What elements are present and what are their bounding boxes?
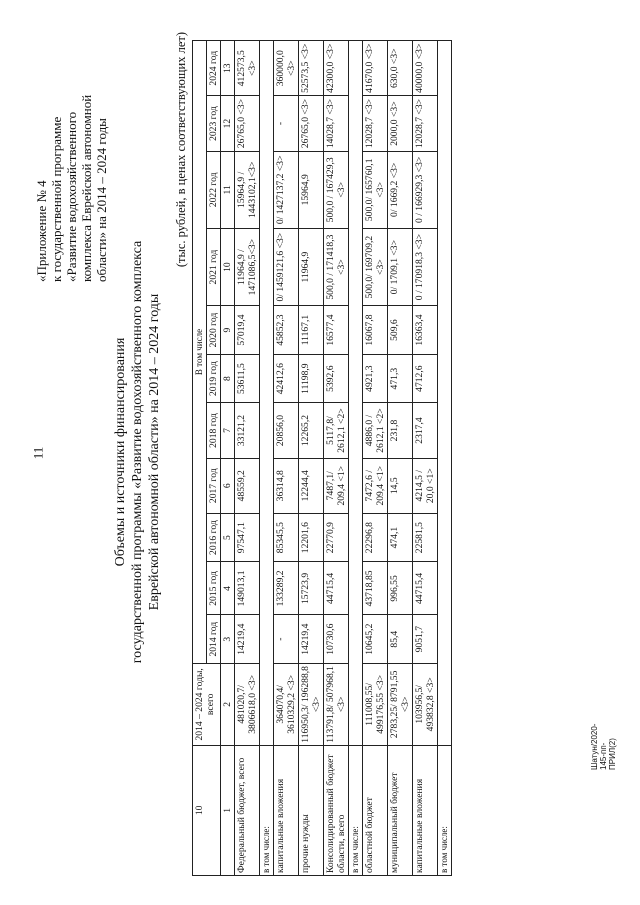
- table-cell: 630,0 <3>: [388, 41, 413, 96]
- table-cell: 42300,0 <3>: [324, 41, 349, 96]
- table-cell: 43718,85: [363, 562, 388, 615]
- row-label: в том числе:: [349, 745, 363, 875]
- header-year: 2023 год: [207, 96, 221, 151]
- table-cell: 97547,1: [235, 513, 260, 562]
- empty-cell: [260, 41, 274, 746]
- header-year: 2021 год: [207, 228, 221, 305]
- column-number: 7: [221, 403, 235, 458]
- table-cell: 44715,4: [413, 562, 438, 615]
- table-cell: 10645,2: [363, 615, 388, 664]
- row-label: Федеральный бюджет, всего: [235, 745, 260, 875]
- header-total: 2014 – 2024 годы, всего: [193, 663, 221, 745]
- column-number: 8: [221, 354, 235, 403]
- table-cell: 85,4: [388, 615, 413, 664]
- row-label: в том числе:: [260, 745, 274, 875]
- header-year: 2024 год: [207, 41, 221, 96]
- table-cell: 15723,9: [299, 562, 324, 615]
- table-cell: 412573,5 <3>: [235, 41, 260, 96]
- table-cell: 7472,6 / 209,4 <1>: [363, 458, 388, 513]
- title-line: Еврейской автономной области» на 2014 – 2024 годы: [147, 293, 162, 611]
- table-cell: 12265,2: [299, 403, 324, 458]
- table-cell: 116950,3/ 196288,8 <3>: [299, 663, 324, 745]
- header-year: 2015 год: [207, 562, 221, 615]
- table-cell: 4921,3: [363, 354, 388, 403]
- table-row: [438, 41, 452, 876]
- header-year: 2022 год: [207, 151, 221, 228]
- appendix-line: области» на 2014 – 2024 годы: [94, 118, 109, 282]
- appendix-line: «Приложение № 4: [34, 180, 49, 282]
- empty-cell: [438, 41, 452, 746]
- table-cell: 16363,4: [413, 306, 438, 355]
- table-cell: 40000,0 <3>: [413, 41, 438, 96]
- table-cell: 7487,1/ 209,4 <1>: [324, 458, 349, 513]
- row-label: областной бюджет: [363, 745, 388, 875]
- column-number: 5: [221, 513, 235, 562]
- rotated-page: [20, 22, 620, 882]
- table-cell: 474,1: [388, 513, 413, 562]
- table-cell: 33121,2: [235, 403, 260, 458]
- table-cell: 44715,4: [324, 562, 349, 615]
- row-label: муниципальный бюджет: [388, 745, 413, 875]
- scan-identifier: Шатун/2020-145-пп-ПРИЛ(2): [590, 723, 617, 770]
- column-number: 10: [221, 228, 235, 305]
- table-cell: 14219,4: [235, 615, 260, 664]
- table-cell: 22770,9: [324, 513, 349, 562]
- column-number: 1: [221, 745, 235, 875]
- table-cell: 20856,0: [274, 403, 299, 458]
- header-year: 2016 год: [207, 513, 221, 562]
- table-cell: 11964,9 / 1471086,5<3>: [235, 228, 260, 305]
- appendix-line: комплекса Еврейской автономной: [79, 94, 94, 282]
- header-year: 2020 год: [207, 306, 221, 355]
- table-cell: 12244,4: [299, 458, 324, 513]
- table-cell: 0/ 1459121,6 <3>: [274, 228, 299, 305]
- table-cell: 360000,0 <3>: [274, 41, 299, 96]
- table-cell: 52573,5 <3>: [299, 41, 324, 96]
- header-col1: 10: [193, 745, 221, 875]
- table-cell: 41670,0 <3>: [363, 41, 388, 96]
- appendix-line: к государственной программе: [49, 116, 64, 282]
- table-cell: 26765,0 <3>: [299, 96, 324, 151]
- header-year: 2014 год: [207, 615, 221, 664]
- table-cell: 4886,0 / 2612,1 <2>: [363, 403, 388, 458]
- table-cell: 481020,7/ 3806618,0 <3>: [235, 663, 260, 745]
- table-cell: 16067,8: [363, 306, 388, 355]
- column-number: 6: [221, 458, 235, 513]
- table-cell: 22581,5: [413, 513, 438, 562]
- table-body: [235, 41, 452, 876]
- table-cell: 14,5: [388, 458, 413, 513]
- table-cell: 36314,8: [274, 458, 299, 513]
- table-cell: 2783,25/ 8791,55 <3>: [388, 663, 413, 745]
- table-cell: 45852,3: [274, 306, 299, 355]
- column-number-row: [221, 41, 235, 876]
- table-cell: 26765,0 <3>: [235, 96, 260, 151]
- table-row: [235, 41, 260, 876]
- table-cell: 85345,5: [274, 513, 299, 562]
- column-number: 13: [221, 41, 235, 96]
- appendix-header: [34, 32, 109, 282]
- row-label: капитальные вложения: [274, 745, 299, 875]
- table-cell: 10730,6: [324, 615, 349, 664]
- table-cell: 111008,55/ 499176,55 <3>: [363, 663, 388, 745]
- table-row: [324, 41, 349, 876]
- header-year: 2018 год: [207, 403, 221, 458]
- table-cell: 0 / 166929,3 <3>: [413, 151, 438, 228]
- table-cell: 500,0 / 167429,3 <3>: [324, 151, 349, 228]
- empty-cell: [349, 41, 363, 746]
- table-cell: 4712,6: [413, 354, 438, 403]
- table-cell: 53611,5: [235, 354, 260, 403]
- table-cell: 2000,0 <3>: [388, 96, 413, 151]
- unit-note: (тыс. рублей, в ценах соответствующих лет): [174, 32, 188, 268]
- table-cell: 5117,8/ 2612,1 <2>: [324, 403, 349, 458]
- header-in-total: В том числе: [193, 41, 207, 664]
- table-cell: 149013,1: [235, 562, 260, 615]
- row-label: прочие нужды: [299, 745, 324, 875]
- table-cell: 14028,7 <3>: [324, 96, 349, 151]
- table-cell: 15964,9 / 1443102,1<3>: [235, 151, 260, 228]
- table-cell: 48559,2: [235, 458, 260, 513]
- table-cell: 2317,4: [413, 403, 438, 458]
- title-line: Объемы и источники финансирования: [113, 337, 128, 567]
- table-row: [349, 41, 363, 876]
- column-number: 4: [221, 562, 235, 615]
- row-label: в том числе:: [438, 745, 452, 875]
- table-cell: 12028,7 <3>: [413, 96, 438, 151]
- table-cell: 500,0 / 171418,3 <3>: [324, 228, 349, 305]
- table-row: [274, 41, 299, 876]
- table-cell: 500,0/ 169709,2 <3>: [363, 228, 388, 305]
- table-cell: 0/ 1709,1 <3>: [388, 228, 413, 305]
- table-cell: 133289,2: [274, 562, 299, 615]
- table-cell: 231,8: [388, 403, 413, 458]
- table-cell: 500,0/ 165760,1 <3>: [363, 151, 388, 228]
- financing-table: [192, 40, 452, 876]
- table-cell: 9051,7: [413, 615, 438, 664]
- table-row: [260, 41, 274, 876]
- table-row: [299, 41, 324, 876]
- table-row: [363, 41, 388, 876]
- table-cell: 12028,7 <3>: [363, 96, 388, 151]
- table-cell: 364070,4/ 3610329,2 <3>: [274, 663, 299, 745]
- table-cell: 0/ 1427137,2 <3>: [274, 151, 299, 228]
- table-cell: 103956,5/ 493832,8 <3>: [413, 663, 438, 745]
- table-cell: 16577,4: [324, 306, 349, 355]
- table-cell: 11167,1: [299, 306, 324, 355]
- table-cell: 0/ 1669,2 <3>: [388, 151, 413, 228]
- document-title: [112, 22, 163, 882]
- header-year: 2019 год: [207, 354, 221, 403]
- page-number: 11: [30, 446, 46, 460]
- header-year: 2017 год: [207, 458, 221, 513]
- table-cell: 15964,9: [299, 151, 324, 228]
- table-row: [413, 41, 438, 876]
- row-label: Консолидированный бюджет области, всего: [324, 745, 349, 875]
- table-cell: 5392,6: [324, 354, 349, 403]
- table-cell: 42412,6: [274, 354, 299, 403]
- table-cell: 12201,6: [299, 513, 324, 562]
- table-cell: -: [274, 615, 299, 664]
- table-cell: 509,6: [388, 306, 413, 355]
- row-label: капитальные вложения: [413, 745, 438, 875]
- table-cell: 22296,8: [363, 513, 388, 562]
- title-line: государственной программы «Развитие водохозяйственного комплекса: [130, 240, 145, 664]
- table-cell: 4214,5 / 20,0 <1>: [413, 458, 438, 513]
- table-cell: 996,55: [388, 562, 413, 615]
- column-number: 12: [221, 96, 235, 151]
- column-number: 9: [221, 306, 235, 355]
- table-cell: 11964,9: [299, 228, 324, 305]
- table-cell: 57019,4: [235, 306, 260, 355]
- table-cell: -: [274, 96, 299, 151]
- table-row: [388, 41, 413, 876]
- table-cell: 14219,4: [299, 615, 324, 664]
- column-number: 11: [221, 151, 235, 228]
- table-cell: 113791,8/ 507968,1 <3>: [324, 663, 349, 745]
- appendix-line: «Развитие водохозяйственного: [64, 111, 79, 282]
- column-number: 3: [221, 615, 235, 664]
- column-number: 2: [221, 663, 235, 745]
- table-cell: 11198,9: [299, 354, 324, 403]
- table-cell: 471,3: [388, 354, 413, 403]
- table-cell: 0 / 170918,3 <3>: [413, 228, 438, 305]
